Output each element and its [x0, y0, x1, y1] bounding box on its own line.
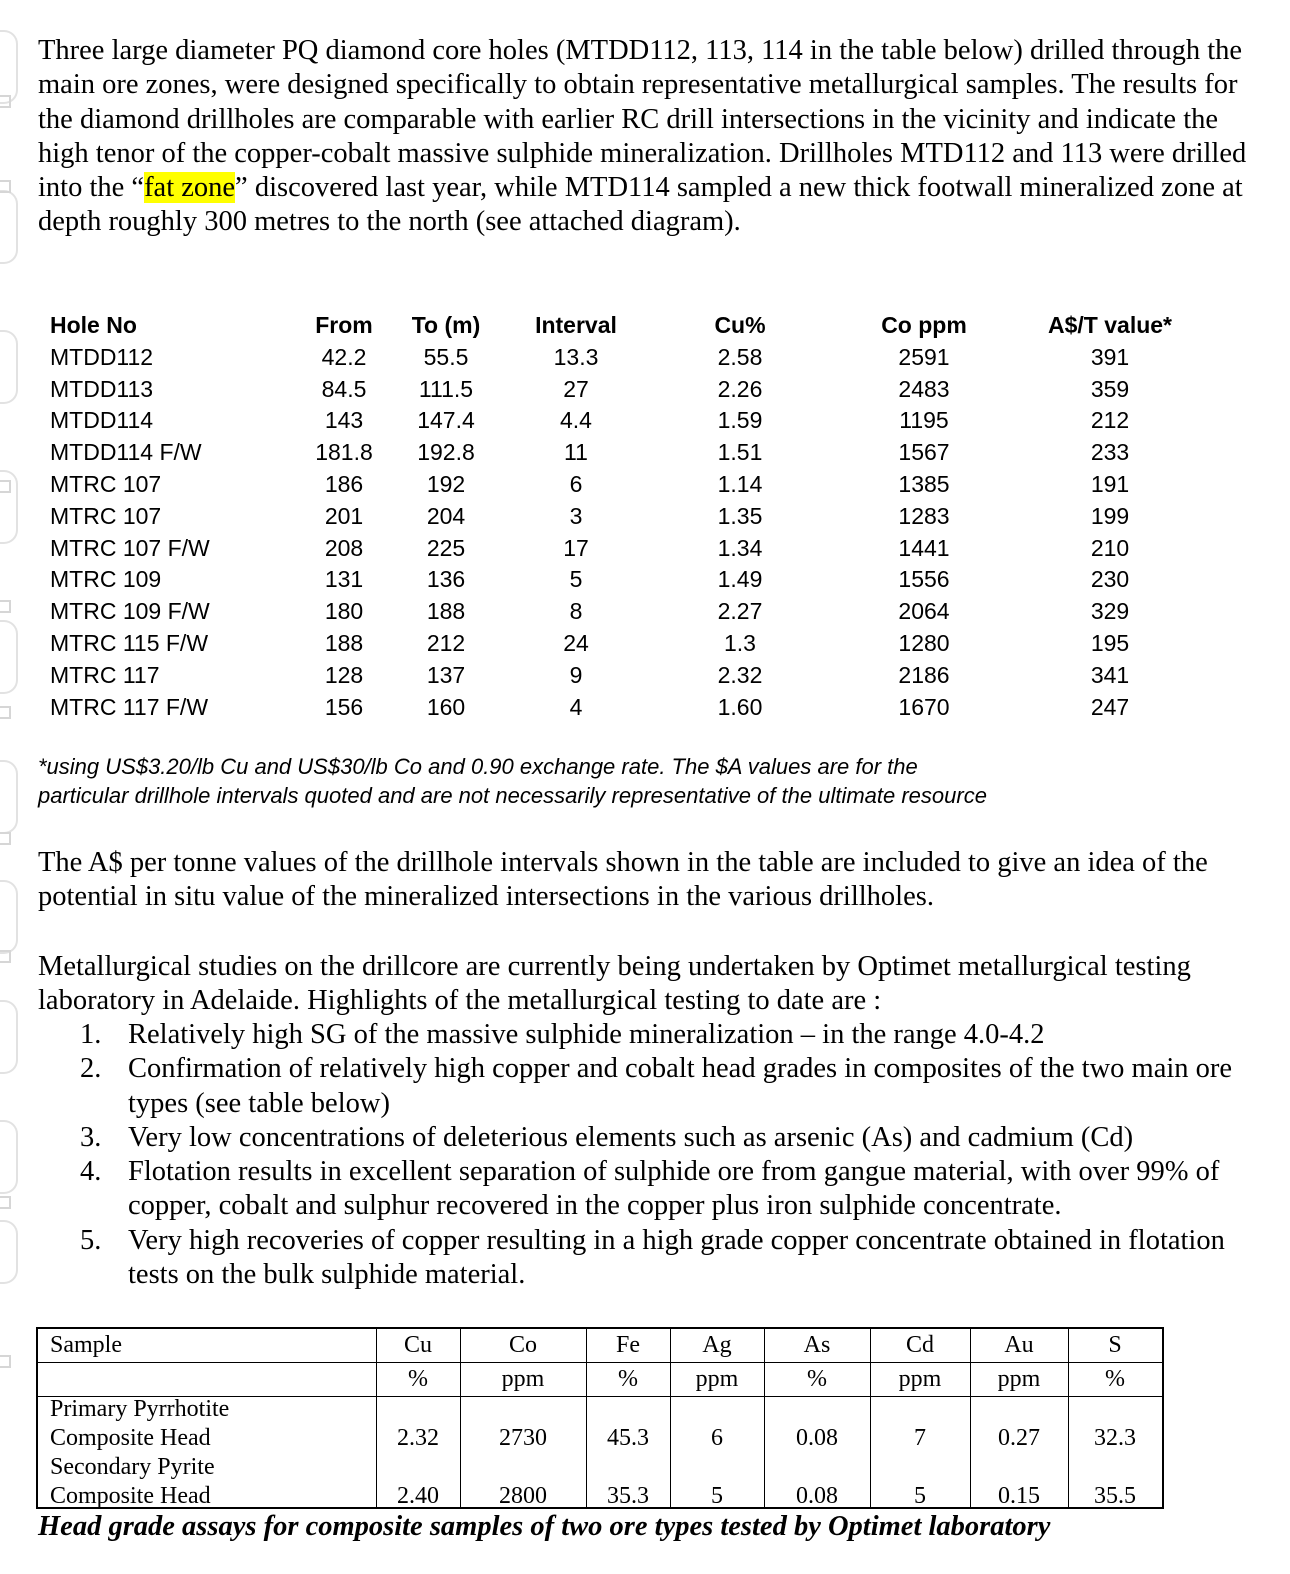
sample-header: Sample	[50, 1332, 122, 1358]
cell-interval: 27	[563, 375, 589, 402]
cell-interval: 5	[569, 566, 583, 593]
cell-value: 359	[1090, 375, 1130, 402]
cell-hole-no: MTRC 115 F/W	[50, 629, 209, 656]
value-ag: 5	[711, 1483, 723, 1509]
table-row	[50, 407, 1200, 439]
cell-co: 1567	[898, 439, 950, 466]
highlights-list	[80, 1018, 1250, 1292]
cell-hole-no: MTDD114 F/W	[50, 439, 202, 466]
list-item	[80, 1052, 1250, 1121]
intro-text-end: ” discovered last year, while MTD114 sampled a new thick footwall mineralized zone at depth roughly 300 metres to the north (see attached diagram).	[38, 172, 1243, 238]
header-from: From	[315, 312, 373, 338]
cell-hole-no: MTDD112	[50, 343, 154, 370]
metallurgy-paragraph: Metallurgical studies on the drillcore are currently being undertaken by Optimet metallurgical testing laboratory in Adelaide. Highlights of the metallurgical testing to date are :	[38, 951, 1191, 1017]
cell-co: 1670	[898, 693, 950, 720]
element-header-au: Au	[1004, 1332, 1034, 1358]
cell-to: 137	[426, 661, 466, 688]
cell-hole-no: MTDD114	[50, 407, 154, 434]
value-co: 2800	[499, 1483, 547, 1509]
cell-from: 188	[324, 629, 364, 656]
column-divider	[764, 1329, 765, 1507]
unit-cu: %	[408, 1366, 428, 1392]
element-header-co: Co	[508, 1332, 537, 1358]
cell-value: 230	[1090, 566, 1130, 593]
list-item-text: Confirmation of relatively high copper and cobalt head grades in composites of the two main ore types (see table below)	[128, 1053, 1233, 1119]
list-item-number: 5.	[80, 1224, 102, 1256]
cell-from: 131	[324, 566, 364, 593]
row-divider	[38, 1362, 1162, 1363]
cell-to: 55.5	[423, 343, 469, 370]
cell-from: 156	[324, 693, 364, 720]
table-row	[50, 503, 1200, 535]
value-paragraph: The A$ per tonne values of the drillhole intervals shown in the table are included to give an idea of the potential in situ value of the mineralized intersections in the various drillholes.	[38, 847, 1208, 913]
cell-to: 192	[426, 470, 466, 497]
cell-co: 1195	[899, 407, 949, 434]
cell-interval: 4	[569, 693, 583, 720]
header-interval: Interval	[535, 312, 617, 338]
cell-interval: 6	[569, 470, 583, 497]
table-row	[50, 566, 1200, 598]
cell-interval: 4.4	[560, 407, 592, 434]
row-1-label-2: Composite Head	[50, 1425, 211, 1451]
assay-rows	[50, 344, 1200, 726]
cell-to: 192.8	[417, 439, 475, 466]
cell-cu: 2.26	[717, 375, 763, 402]
list-item	[80, 1018, 1250, 1052]
cell-hole-no: MTRC 107	[50, 470, 162, 497]
cell-hole-no: MTRC 109 F/W	[50, 598, 210, 625]
cell-cu: 1.59	[717, 407, 763, 434]
cell-interval: 11	[564, 439, 588, 466]
cell-to: 147.4	[417, 407, 475, 434]
list-item	[80, 1155, 1250, 1224]
list-item	[80, 1121, 1250, 1155]
cell-co: 2064	[898, 598, 950, 625]
cell-from: 143	[324, 407, 364, 434]
unit-ag: ppm	[695, 1366, 739, 1392]
value-as: 0.08	[796, 1483, 838, 1509]
table-row	[50, 344, 1200, 376]
header-co: Co ppm	[881, 312, 967, 338]
table-row	[50, 662, 1200, 694]
element-header-cd: Cd	[905, 1332, 934, 1358]
cell-cu: 1.49	[717, 566, 763, 593]
cell-value: 210	[1090, 534, 1130, 561]
cell-interval: 9	[569, 661, 583, 688]
element-header-fe: Fe	[616, 1332, 640, 1358]
header-value: A$/T value*	[1048, 312, 1172, 338]
cell-hole-no: MTRC 117	[50, 661, 160, 688]
list-item-number: 3.	[80, 1121, 102, 1153]
cell-cu: 1.60	[717, 693, 763, 720]
value-au: 0.15	[998, 1483, 1040, 1509]
header-to: To (m)	[411, 312, 481, 338]
cell-to: 188	[426, 598, 466, 625]
unit-cd: ppm	[898, 1366, 942, 1392]
assay-footnote	[38, 753, 1238, 810]
cell-interval: 3	[569, 502, 583, 529]
element-header-s: S	[1108, 1332, 1122, 1358]
cell-value: 191	[1090, 470, 1130, 497]
cell-value: 247	[1090, 693, 1130, 720]
cell-to: 212	[426, 629, 466, 656]
unit-fe: %	[618, 1366, 638, 1392]
cell-hole-no: MTRC 109	[50, 566, 162, 593]
unit-co: ppm	[501, 1366, 545, 1392]
value-cu: 2.32	[397, 1425, 439, 1451]
table-row	[50, 471, 1200, 503]
cell-co: 1280	[898, 629, 950, 656]
cell-interval: 13.3	[553, 343, 599, 370]
header-cu: Cu%	[714, 312, 766, 338]
value-cu: 2.40	[397, 1483, 439, 1509]
cell-cu: 1.34	[717, 534, 763, 561]
cell-cu: 2.58	[717, 343, 763, 370]
cell-cu: 2.32	[717, 661, 763, 688]
row-1-label-1: Primary Pyrrhotite	[50, 1396, 230, 1422]
value-as: 0.08	[796, 1425, 838, 1451]
intro-paragraph	[38, 34, 1248, 240]
element-header-cu: Cu	[403, 1332, 432, 1358]
row-2-label-1: Secondary Pyrite	[50, 1454, 215, 1480]
table-row	[50, 439, 1200, 471]
cell-from: 180	[324, 598, 364, 625]
cell-co: 1441	[898, 534, 950, 561]
table-row	[50, 630, 1200, 662]
list-item-text: Relatively high SG of the massive sulphide mineralization – in the range 4.0-4.2	[128, 1019, 1045, 1050]
cell-interval: 24	[563, 629, 589, 656]
list-item-text: Very high recoveries of copper resulting in a high grade copper concentrate obtained in flotation tests on the bulk sulphide material.	[128, 1224, 1225, 1291]
cell-to: 225	[426, 534, 466, 561]
cell-value: 329	[1090, 598, 1130, 625]
cell-from: 201	[324, 502, 364, 529]
table-row	[50, 376, 1200, 408]
cell-interval: 8	[569, 598, 583, 625]
cell-cu: 1.3	[724, 629, 756, 656]
drillhole-assay-table	[50, 312, 1200, 725]
cell-hole-no: MTRC 107	[50, 502, 162, 529]
value-cd: 5	[914, 1483, 926, 1509]
cell-to: 160	[426, 693, 466, 720]
table-row	[50, 694, 1200, 726]
cell-hole-no: MTDD113	[50, 375, 154, 402]
cell-co: 1556	[898, 566, 950, 593]
cell-value: 233	[1090, 439, 1130, 466]
head-grade-table	[36, 1327, 1164, 1509]
list-item	[80, 1224, 1250, 1293]
cell-cu: 2.27	[717, 598, 763, 625]
table-row	[50, 598, 1200, 630]
cell-cu: 1.51	[717, 439, 763, 466]
cell-value: 199	[1090, 502, 1130, 529]
unit-au: ppm	[997, 1366, 1041, 1392]
cell-from: 42.2	[321, 343, 367, 370]
cell-from: 84.5	[321, 375, 367, 402]
value-cd: 7	[914, 1425, 926, 1451]
assay-header-row	[50, 312, 1200, 344]
cell-value: 391	[1090, 343, 1130, 370]
value-co: 2730	[499, 1425, 547, 1451]
cell-value: 212	[1090, 407, 1130, 434]
value-s: 35.5	[1094, 1483, 1136, 1509]
cell-hole-no: MTRC 117 F/W	[50, 693, 209, 720]
cell-from: 181.8	[315, 439, 373, 466]
cell-to: 136	[426, 566, 466, 593]
fat-zone-highlight: fat zone	[144, 172, 236, 204]
cell-value: 341	[1090, 661, 1130, 688]
footnote-line-2: particular drillhole intervals quoted and are not necessarily representative of the ultimate resource	[38, 782, 987, 808]
header-hole-no: Hole No	[50, 312, 137, 338]
cell-from: 128	[324, 661, 364, 688]
unit-as: %	[807, 1366, 827, 1392]
value-fe: 35.3	[607, 1483, 649, 1509]
list-item-text: Flotation results in excellent separation of sulphide ore from gangue material, with over 99% of copper, cobalt and sulphur recovered in the copper plus iron sulphide concentrate.	[128, 1156, 1220, 1222]
cell-from: 186	[324, 470, 364, 497]
value-s: 32.3	[1094, 1425, 1136, 1451]
cell-co: 2483	[898, 375, 950, 402]
cell-co: 1283	[898, 502, 950, 529]
head-grade-caption: Head grade assays for composite samples of two ore types tested by Optimet laboratory	[38, 1511, 1051, 1542]
element-header-ag: Ag	[702, 1332, 732, 1358]
cell-to: 204	[426, 502, 466, 529]
cell-co: 2186	[898, 661, 950, 688]
element-header-as: As	[803, 1332, 831, 1358]
intro-text: Three large diameter PQ diamond core holes (MTDD112, 113, 114 in the table below) drilled through the main ore zones, were designed specifically to obtain representative metallurgical samples. The results for the diamond drillholes are comparable with earlier RC drill intersections in the vicinity and indicate the high tenor of the copper-cobalt massive sulphide mineralization. Drillholes MTD112 and 113 were drilled into the “	[38, 35, 1247, 204]
row-2-label-2: Composite Head	[50, 1483, 211, 1509]
table-row	[50, 535, 1200, 567]
column-divider	[460, 1329, 461, 1507]
value-au: 0.27	[998, 1425, 1040, 1451]
cell-from: 208	[324, 534, 364, 561]
cell-cu: 1.14	[717, 470, 763, 497]
value-ag: 6	[711, 1425, 723, 1451]
list-item-text: Very low concentrations of deleterious elements such as arsenic (As) and cadmium (Cd)	[128, 1121, 1134, 1153]
list-item-number: 2.	[80, 1053, 102, 1085]
cell-to: 111.5	[418, 375, 474, 402]
cell-co: 1385	[898, 470, 950, 497]
cell-interval: 17	[563, 534, 589, 561]
unit-s: %	[1105, 1366, 1125, 1392]
cell-value: 195	[1090, 629, 1130, 656]
value-fe: 45.3	[607, 1425, 649, 1451]
cell-cu: 1.35	[717, 502, 763, 529]
list-item-number: 1.	[80, 1019, 102, 1050]
footnote-line-1: *using US$3.20/lb Cu and US$30/lb Co and 0.90 exchange rate. The $A values are for the	[38, 754, 918, 779]
cell-hole-no: MTRC 107 F/W	[50, 534, 210, 561]
list-item-number: 4.	[80, 1156, 102, 1188]
cell-co: 2591	[898, 343, 950, 370]
